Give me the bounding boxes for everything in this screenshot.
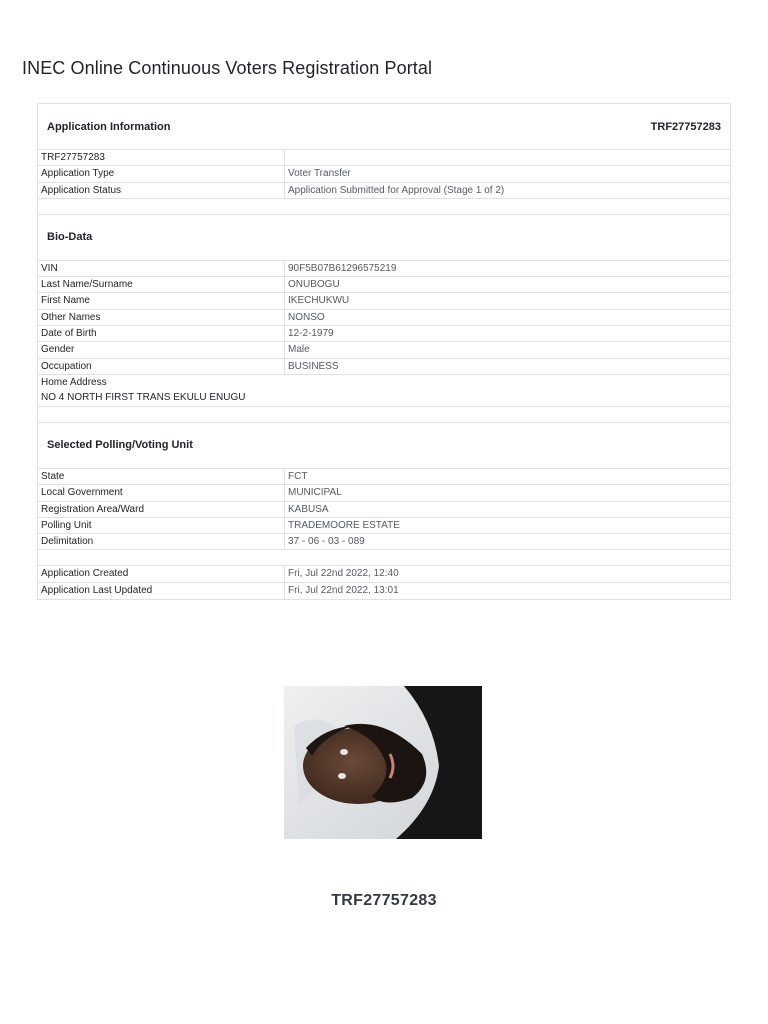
row-label: Application Status xyxy=(38,183,285,198)
row-label: Other Names xyxy=(38,310,285,325)
table-row xyxy=(38,261,730,277)
row-value: Fri, Jul 22nd 2022, 12:40 xyxy=(288,568,399,580)
table-row xyxy=(38,485,730,501)
row-label: Registration Area/Ward xyxy=(38,502,285,517)
row-value: FCT xyxy=(288,470,308,482)
divider xyxy=(38,199,730,215)
table-row xyxy=(38,566,730,582)
divider xyxy=(38,407,730,423)
table-row xyxy=(38,293,730,309)
home-address-value: NO 4 NORTH FIRST TRANS EKULU ENUGU xyxy=(41,391,246,403)
table-row xyxy=(38,310,730,326)
table-row xyxy=(38,469,730,485)
polling-unit-header xyxy=(38,423,730,469)
row-value: IKECHUKWU xyxy=(288,295,350,307)
row-value: TRADEMOORE ESTATE xyxy=(288,519,400,531)
row-label: Polling Unit xyxy=(38,518,285,533)
row-value: 12-2-1979 xyxy=(288,328,334,340)
application-info-heading: Application Information xyxy=(47,120,171,133)
polling-unit-heading: Selected Polling/Voting Unit xyxy=(47,439,193,452)
row-label: Gender xyxy=(38,342,285,357)
row-value: Fri, Jul 22nd 2022, 13:01 xyxy=(288,584,399,596)
home-address-label: Home Address xyxy=(41,376,107,388)
table-row xyxy=(38,150,730,166)
biodata-heading: Bio-Data xyxy=(47,231,93,244)
row-label: Application Type xyxy=(38,166,285,181)
table-row xyxy=(38,342,730,358)
page-title: INEC Online Continuous Voters Registration Portal xyxy=(22,58,433,78)
row-label: Local Government xyxy=(38,485,285,500)
table-row xyxy=(38,183,730,199)
row-value: ONUBOGU xyxy=(288,279,340,291)
row-label: State xyxy=(38,469,285,484)
row-label: Occupation xyxy=(38,359,285,374)
application-card xyxy=(37,103,731,600)
row-label: Last Name/Surname xyxy=(38,277,285,292)
row-label: Application Last Updated xyxy=(38,583,285,599)
row-value: 37 - 06 - 03 - 089 xyxy=(288,536,365,548)
row-label: VIN xyxy=(38,261,285,276)
row-value: Application Submitted for Approval (Stage 1 of 2) xyxy=(288,184,505,196)
table-row xyxy=(38,326,730,342)
table-row xyxy=(38,166,730,182)
row-value: 90F5B07B61296575219 xyxy=(288,262,397,274)
application-code: TRF27757283 xyxy=(650,120,721,133)
table-row xyxy=(38,583,730,599)
application-id: TRF27757283 xyxy=(38,150,285,165)
biodata-header xyxy=(38,215,730,261)
applicant-photo xyxy=(284,686,482,839)
row-label: Delimitation xyxy=(38,534,285,549)
row-value: BUSINESS xyxy=(288,360,339,372)
row-label: Application Created xyxy=(38,566,285,581)
table-row xyxy=(38,518,730,534)
application-info-header xyxy=(38,104,730,150)
row-value: NONSO xyxy=(288,311,325,323)
row-label: First Name xyxy=(38,293,285,308)
home-address-row xyxy=(38,375,730,407)
row-value: MUNICIPAL xyxy=(288,487,342,499)
table-row xyxy=(38,277,730,293)
row-value: Voter Transfer xyxy=(288,168,351,180)
table-row xyxy=(38,534,730,550)
row-label: Date of Birth xyxy=(38,326,285,341)
reference-code: TRF27757283 xyxy=(331,892,437,909)
table-row xyxy=(38,502,730,518)
table-row xyxy=(38,359,730,375)
row-value: KABUSA xyxy=(288,503,329,515)
row-value: Male xyxy=(288,344,310,356)
divider xyxy=(38,550,730,566)
